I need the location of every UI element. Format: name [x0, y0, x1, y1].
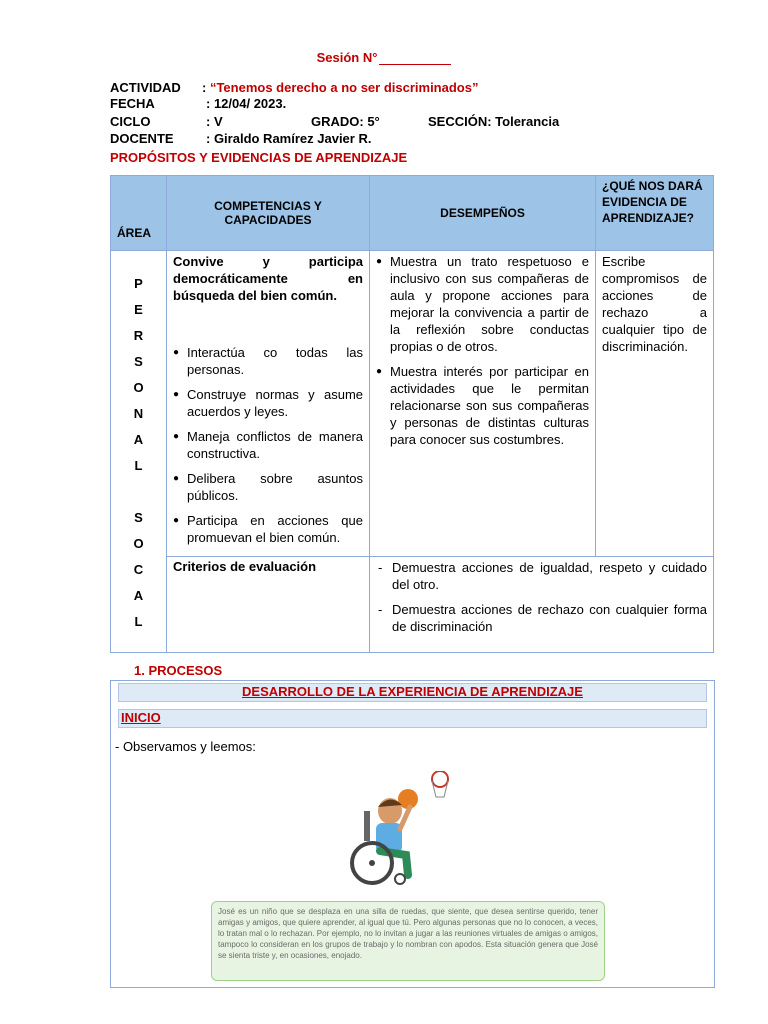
date-value: : 12/04/ 2023.	[206, 96, 287, 111]
start-label: INICIO	[118, 709, 707, 728]
wheelchair-boy-illustration	[336, 771, 466, 891]
story-text: José es un niño que se desplaza en una silla de ruedas, que siente, que desea sentirse querido, tener amigas y amigos, que quiere aprender, al igual que tú. Pero algunas personas que no lo conocen, a veces, lo tratan mal o lo rechazan. Por ejemplo, no lo invitan a jugar a las reuniones virtuales de amigas o amigos, tampoco lo consideran en los grupos de trabajo y lo nombran con apodos. Esta situación genera que José se sienta triste y, en ocasiones, enojado.	[211, 901, 605, 981]
area-letter: L	[134, 614, 143, 629]
criteria-list	[376, 559, 707, 635]
activity-value: “Tenemos derecho a no ser discriminados”	[209, 80, 479, 95]
list-item: ● Participa en acciones que promuevan el bien común.	[173, 512, 363, 546]
area-letter: C	[133, 562, 144, 577]
area-letter: O	[133, 380, 144, 395]
area-letter: N	[133, 406, 144, 421]
area-letter: S	[134, 510, 143, 525]
list-item: ● Interactúa co todas las personas.	[173, 344, 363, 378]
teacher-row	[110, 131, 371, 146]
cycle-row	[110, 114, 223, 129]
area-vertical-text	[111, 251, 167, 653]
grade: GRADO: 5°	[311, 114, 380, 129]
activity-row: ACTIVIDAD : “Tenemos derecho a no ser discriminados”	[110, 80, 479, 95]
list-item: - Demuestra acciones de igualdad, respeto y cuidado del otro.	[376, 559, 707, 593]
performances-list	[376, 253, 589, 448]
area-letter	[117, 479, 160, 505]
area-letter: E	[134, 302, 143, 317]
area-letter: S	[134, 354, 143, 369]
activity-label: ACTIVIDAD	[110, 80, 181, 95]
competency-title: Convive y participa democráticamente en búsqueda del bien común.	[173, 254, 363, 303]
experience-box	[110, 680, 715, 988]
list-item: - Demuestra acciones de rechazo con cualquier forma de discriminación	[376, 601, 707, 635]
teacher-label: DOCENTE	[110, 131, 174, 146]
date-label: FECHA	[110, 96, 155, 111]
area-letter: R	[133, 328, 144, 343]
section: SECCIÓN: Tolerancia	[428, 114, 560, 129]
session-title: Sesión N°	[0, 50, 768, 65]
header-evidence: ¿QUÉ NOS DARÁ EVIDENCIA DE APRENDIZAJE?	[596, 176, 714, 251]
cycle-label: CICLO	[110, 114, 151, 129]
header-area: ÁREA	[111, 176, 167, 251]
list-item: ● Delibera sobre asuntos públicos.	[173, 470, 363, 504]
evidence-cell: Escribe compromisos de acciones de rechazo a cualquier tipo de discriminación.	[596, 251, 714, 557]
teacher-value: : Giraldo Ramírez Javier R.	[206, 131, 372, 146]
area-letter: P	[134, 276, 143, 291]
criteria-cell	[370, 557, 714, 653]
learning-table	[110, 175, 714, 653]
date-row	[110, 96, 286, 111]
observe-text: - Observamos y leemos:	[115, 739, 256, 754]
list-item: ● Maneja conflictos de manera constructiva.	[173, 428, 363, 462]
area-letter: O	[133, 536, 144, 551]
cycle-value: : V	[206, 114, 223, 129]
list-item: ● Construye normas y asume acuerdos y leyes.	[173, 386, 363, 420]
processes-heading: 1. PROCESOS	[134, 663, 223, 678]
list-item: ● Muestra interés por participar en actividades que le permitan relacionarse son sus compañeras y personas de distintas culturas para conocer sus costumbres.	[376, 363, 589, 448]
performances-cell	[370, 251, 596, 557]
header-competencies: COMPETENCIAS Y CAPACIDADES	[167, 176, 370, 251]
area-letter: A	[133, 588, 144, 603]
competency-cell	[167, 251, 370, 557]
criteria-label: Criterios de evaluación	[167, 557, 370, 653]
list-item: ● Muestra un trato respetuoso e inclusivo con sus compañeras de aula y propone acciones para mejorar la convivencia a partir de la reflexión sobre conductas propias o de otros.	[376, 253, 589, 355]
header-performances: DESEMPEÑOS	[370, 176, 596, 251]
experience-title: DESARROLLO DE LA EXPERIENCIA DE APRENDIZAJE	[118, 683, 707, 702]
purposes-heading: PROPÓSITOS Y EVIDENCIAS DE APRENDIZAJE	[110, 150, 408, 165]
area-letter: A	[133, 432, 144, 447]
area-letter: L	[134, 458, 143, 473]
capacities-list	[173, 344, 363, 546]
